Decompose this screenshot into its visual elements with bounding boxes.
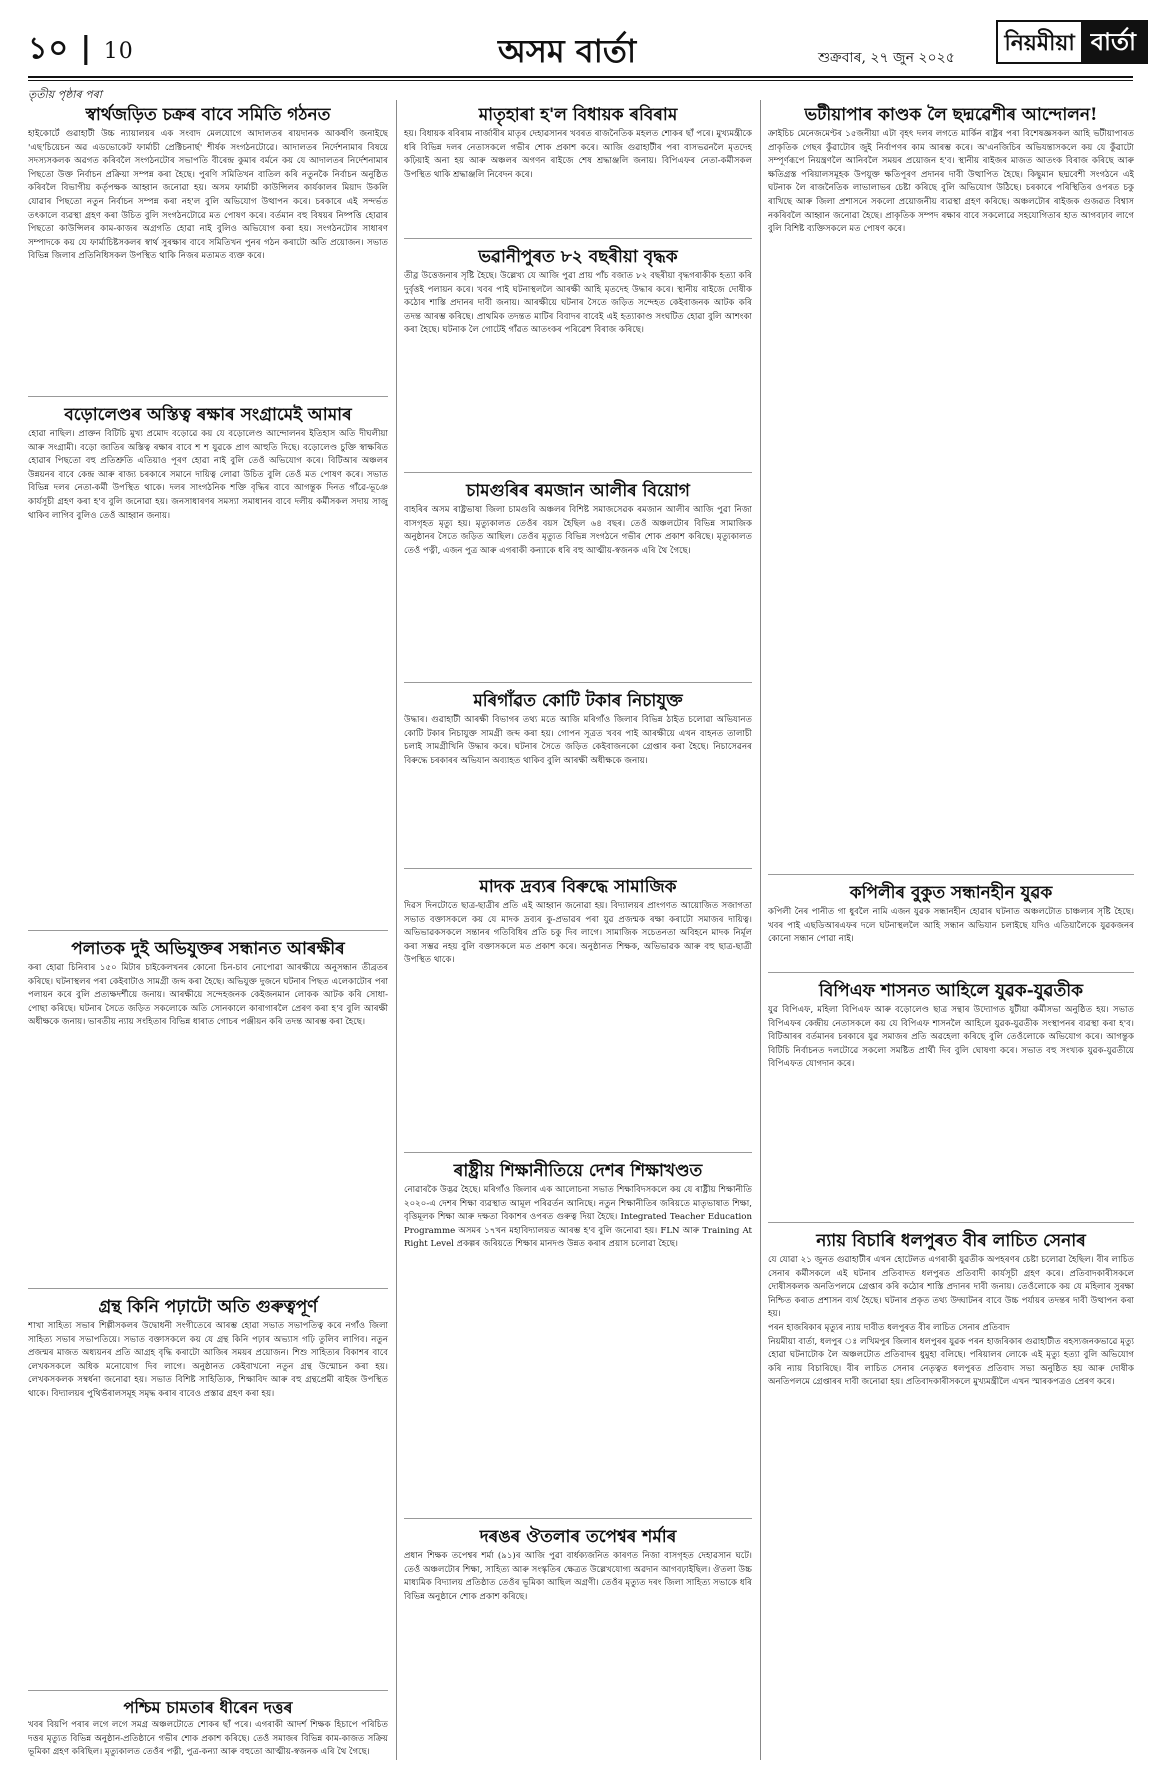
article-body: হোৱা নাছিল। প্ৰাক্তন বিটিচি মুখ্য প্ৰমোদ বড়োৱে কয় যে বড়োলেণ্ড আন্দোলনৰ ইতিহাস অতি দীঘলীয়া আৰু সংগ্ৰামী। বড়ো জাতিৰ অস্তিত্ব ৰক্ষাৰ বাবে শ শ যুৱকে প্ৰাণ আহুতি দিছে। বড়োলেণ্ড চুক্তি স্বাক্ষৰিত হোৱাৰ পিছতো বহু প্ৰতিশ্ৰুতি এতিয়াও পূৰণ হোৱা নাই বুলি তেওঁ অভিযোগ কৰে। বিটিআৰ অঞ্চলৰ উন্নয়নৰ বাবে কেন্দ্ৰ আৰু ৰাজ্য চৰকাৰে সমানে দায়িত্ব লোৱা উচিত বুলি তেওঁ মত পোষণ কৰে। সভাত বিভিন্ন দলৰ নেতা-কৰ্মী উপস্থিত থাকে। দলৰ সাংগঠনিক শক্তি বৃদ্ধিৰ বাবে আগন্তুক দিনত গাঁৱে-ভূঞে কাৰ্যসূচী গ্ৰহণ কৰা হ'ব বুলি জনোৱা হয়। জনসাধাৰণৰ সমস্যা সমাধানৰ বাবে দলীয় কৰ্মীসকল সদায় সাজু থাকিব লাগিব বুলিও তেওঁ আহ্বান জনায়।: [28, 429, 388, 521]
article-body: নোৱাৰকৈ উদ্ভৱ হৈছে। মৰিগাঁও জিলাৰ এক আলোচনা সভাত শিক্ষাবিদসকলে কয় যে ৰাষ্ট্ৰীয় শিক্ষানীতি ২০২০-এ দেশৰ শিক্ষা ব্যৱস্থাত আমূল পৰিৱৰ্তন আনিছে। নতুন শিক্ষানীতিৰ জৰিয়তে মাতৃভাষাত শিক্ষা, বৃত্তিমূলক শিক্ষা আৰু দক্ষতা বিকাশৰ ওপৰত গুৰুত্ব দিয়া হৈছে। Integrated Teacher Education Programme অসমৰ ১৭খন মহাবিদ্যালয়ত আৰম্ভ হ'ব বুলি জনোৱা হয়। FLN আৰু Training At Right Level প্ৰকল্পৰ জৰিয়তে শিক্ষাৰ মানদণ্ড উন্নত কৰাৰ প্ৰয়াস চলোৱা হৈছে।: [404, 1185, 752, 1250]
article-body: কপিলী নৈৰ পানীত গা ধুবলৈ নামি এজন যুৱক সন্ধানহীন হোৱাৰ ঘটনাত অঞ্চলটোত চাঞ্চল্যৰ সৃষ্টি হৈছে। খবৰ পাই এছডিআৰএফৰ দলে ঘটনাস্থললৈ আহি সন্ধান অভিযান চলাইছে যদিও এতিয়ালৈকে যুৱকজনৰ কোনো সন্ধান পোৱা নাই।: [768, 907, 1134, 945]
article-separator: [28, 1690, 388, 1691]
masthead-rule: [28, 76, 1133, 78]
column-divider: [396, 100, 397, 1760]
page-number: ১০ | 10: [28, 31, 134, 66]
article-separator: [28, 396, 388, 397]
article-separator: [404, 1152, 752, 1153]
article-body: খবৰ বিয়পি পৰাৰ লগে লগে সমগ্ৰ অঞ্চলটোতে শোকৰ ছাঁ পৰে। এগৰাকী আদৰ্শ শিক্ষক হিচাপে পৰিচিত দত্তৰ মৃত্যুত বিভিন্ন অনুষ্ঠান-প্ৰতিষ্ঠানে গভীৰ শোক প্ৰকাশ কৰিছে। তেওঁ সমাজৰ বিভিন্ন কাম-কাজত সক্ৰিয় ভূমিকা গ্ৰহণ কৰিছিল। মৃত্যুকালত তেওঁৰ পত্নী, পুত্ৰ-কন্যা আৰু বহুতো আত্মীয়-স্বজনক এৰি থৈ গৈছে।: [28, 1720, 388, 1758]
article-separator: [404, 1518, 752, 1519]
publication-date: শুক্ৰবাৰ, ২৭ জুন ২০২৫: [818, 50, 955, 66]
article-separator: [404, 682, 752, 683]
masthead-rule-thin: [28, 80, 1133, 81]
article-body: তীৱ্ৰ উত্তেজনাৰ সৃষ্টি হৈছে। উল্লেখ্য যে আজি পুৱা প্ৰায় পাঁচ বজাত ৮২ বছৰীয়া বৃদ্ধগৰাকীক হত্যা কৰি দুৰ্বৃত্তই পলায়ন কৰে। খবৰ পাই ঘটনাস্থললৈ আৰক্ষী আহি মৃতদেহ উদ্ধাৰ কৰে। স্থানীয় ৰাইজে দোষীক কঠোৰ শাস্তি প্ৰদানৰ দাবী জনায়। আৰক্ষীয়ে ঘটনাৰ সৈতে জড়িত সন্দেহত কেইবাজনক আটক কৰি তদন্ত আৰম্ভ কৰিছে। প্ৰাথমিক তদন্তত মাটিৰ বিবাদৰ বাবেই এই হত্যাকাণ্ড সংঘটিত হোৱা বুলি আশংকা কৰা হৈছে। ঘটনাক লৈ গোটেই গাঁৱত আতংকৰ পৰিৱেশ বিৰাজ কৰিছে।: [404, 271, 752, 336]
article-separator: [28, 1288, 388, 1289]
article-headline: চামগুৰিৰ ৰমজান আলীৰ বিয়োগ: [466, 481, 690, 501]
article-headline: ৰাষ্ট্ৰীয় শিক্ষানীতিয়ে দেশৰ শিক্ষাখণ্ডত: [453, 1161, 703, 1181]
article-separator: [768, 874, 1134, 875]
article-headline: বড়োলেণ্ডৰ অস্তিত্ব ৰক্ষাৰ সংগ্ৰামেই আমাৰ: [64, 405, 352, 425]
article-headline: কপিলীৰ বুকুত সন্ধানহীন যুৱক: [849, 883, 1053, 903]
masthead: [28, 20, 1148, 70]
article-separator: [768, 1222, 1134, 1223]
article-separator: [28, 930, 388, 931]
article-body: দিৱস দিনটোতে ছাত্ৰ-ছাত্ৰীৰ প্ৰতি এই আহ্বান জনোৱা হয়। বিদ্যালয়ৰ প্ৰাংগণত আয়োজিত সজাগতা সভাত বক্তাসকলে কয় যে মাদক দ্ৰব্যৰ কু-প্ৰভাৱৰ পৰা যুৱ প্ৰজন্মক ৰক্ষা কৰাটো সমাজৰ দায়িত্ব। অভিভাৱকসকলে সন্তানৰ গতিবিধিৰ প্ৰতি চকু দিব লাগে। সামাজিক সচেতনতা অবিহনে মাদক নিৰ্মূল কৰা সম্ভৱ নহয় বুলি বক্তাসকলে মত প্ৰকাশ কৰে। অনুষ্ঠানত শিক্ষক, অভিভাৱক আৰু বহু ছাত্ৰ-ছাত্ৰী উপস্থিত থাকে।: [404, 901, 752, 966]
newspaper-logo: [996, 20, 1148, 64]
logo-right-text: বাৰ্তা: [1081, 22, 1146, 62]
page-number-assamese: ১০: [28, 31, 69, 66]
article-body: শাখা সাহিত্য সভাৰ শিল্পীসকলৰ উদ্বোধনী সংগীতেৰে আৰম্ভ হোৱা সভাত সভাপতিত্ব কৰে নগাঁও জিলা সাহিত্য সভাৰ সভাপতিয়ে। সভাত বক্তাসকলে কয় যে গ্ৰন্থ কিনি পঢ়াৰ অভ্যাস গঢ়ি তুলিব লাগিব। নতুন প্ৰজন্মৰ মাজত অধ্যয়নৰ প্ৰতি আগ্ৰহ বৃদ্ধি কৰাটো আজিৰ সময়ৰ প্ৰয়োজন। শিশু সাহিত্যৰ বিকাশৰ বাবে লেখকসকলে অধিক মনোযোগ দিব লাগে। অনুষ্ঠানত কেইবাখনো নতুন গ্ৰন্থ উন্মোচন কৰা হয়। লেখকসকলক সম্বৰ্ধনা জনোৱা হয়। সভাত বিশিষ্ট সাহিত্যিক, শিক্ষাবিদ আৰু বহু গ্ৰন্থপ্ৰেমী ৰাইজ উপস্থিত থাকে। বিদ্যালয়ৰ পুথিভঁৰালসমূহ সমৃদ্ধ কৰাৰ বাবেও প্ৰস্তাৱ গ্ৰহণ কৰা হয়।: [28, 1321, 388, 1399]
continued-from-label: তৃতীয় পৃষ্ঠাৰ পৰা: [28, 88, 102, 101]
article-headline: ন্যায় বিচাৰি ধলপুৰত বীৰ লাচিত সেনাৰ: [816, 1231, 1086, 1251]
article-body: প্ৰধান শিক্ষক তপেশ্বৰ শৰ্মা (৯১)ৰ আজি পুৱা বাৰ্ধক্যজনিত কাৰণত নিজা বাসগৃহত দেহাৱসান ঘটে। তেওঁ অঞ্চলটোৰ শিক্ষা, সাহিত্য আৰু সংস্কৃতিৰ ক্ষেত্ৰত উল্লেখযোগ্য অৱদান আগবঢ়াইছিল। ঔতলা উচ্চ মাধ্যমিক বিদ্যালয় প্ৰতিষ্ঠাত তেওঁৰ ভূমিকা আছিল অগ্ৰণী। তেওঁৰ মৃত্যুত দৰং জিলা সাহিত্য সভাকে ধৰি বিভিন্ন অনুষ্ঠানে শোক প্ৰকাশ কৰিছে।: [404, 1551, 752, 1602]
paper-title: অসম বাৰ্তা: [498, 32, 637, 70]
article-headline: বিপিএফ শাসনত আহিলে যুৱক-যুৱতীক: [818, 981, 1084, 1001]
article-headline: পশ্চিম চামতাৰ ধীৰেন দত্তৰ: [123, 1698, 293, 1717]
article-headline: দৰঙৰ ঔতলাৰ তপেশ্বৰ শৰ্মাৰ: [479, 1527, 677, 1547]
article-headline: মৰিগাঁৱত কোটি টকাৰ নিচাযুক্ত: [473, 691, 683, 711]
article-body: যুৱ বিপিএফ, মহিলা বিপিএফ আৰু বড়োলেণ্ড ছাত্ৰ সন্থাৰ উদ্যোগত যুটীয়া কৰ্মীসভা অনুষ্ঠিত হয়। সভাত বিপিএফৰ কেন্দ্ৰীয় নেতাসকলে কয় যে বিপিএফ শাসনলৈ আহিলে যুৱক-যুৱতীক সংস্থাপনৰ ব্যৱস্থা কৰা হ'ব। বিটিআৰৰ বৰ্তমানৰ চৰকাৰে যুৱ সমাজৰ প্ৰতি অৱহেলা কৰিছে বুলি তেওঁলোকে অভিযোগ কৰে। আগন্তুক বিটিচি নিৰ্বাচনত দলটোৱে সকলো সমষ্টিত প্ৰাৰ্থী দিব বুলি ঘোষণা কৰে। সভাত বহু সংখ্যক যুৱক-যুৱতীয়ে বিপিএফত যোগদান কৰে।: [768, 1005, 1134, 1070]
article-headline: ভৱানীপুৰত ৮২ বছৰীয়া বৃদ্ধক: [478, 247, 678, 267]
article-body: হয়। বিধায়ক ৰবিৰাম নাৰ্জাৰীৰ মাতৃৰ দেহাৱসানৰ খবৰত ৰাজনৈতিক মহলত শোকৰ ছাঁ পৰে। মুখ্যমন্ত্ৰীকে ধৰি বিভিন্ন দলৰ নেতাসকলে গভীৰ শোক প্ৰকাশ কৰে। আজি গুৱাহাটীৰ পৰা বাসভৱনলৈ মৃতদেহ কঢ়িয়াই অনা হয় আৰু অঞ্চলৰ অগণন ৰাইজে শেষ শ্ৰদ্ধাঞ্জলি জনায়। বিপিএফৰ নেতা-কৰ্মীসকল উপস্থিত থাকি শ্ৰদ্ধাঞ্জলি নিবেদন কৰে।: [404, 129, 752, 180]
article-separator: [404, 238, 752, 239]
column-divider: [760, 100, 761, 1760]
article-headline: মাতৃহাৰা হ'ল বিধায়ক ৰবিৰাম: [478, 105, 678, 125]
article-headline: গ্ৰন্থ কিনি পঢ়াটো অতি গুৰুত্বপূৰ্ণ: [98, 1297, 318, 1317]
page-number-latin: 10: [103, 39, 134, 64]
logo-left-text: নিয়মীয়া: [998, 22, 1080, 62]
article-body: ক্ৰাইচিচ মেনেজমেণ্টৰ ১৫জনীয়া এটা বৃহৎ দলৰ লগতে মাৰ্কিন ৰাষ্ট্ৰৰ পৰা বিশেষজ্ঞসকল আহি ভটীয়াপাৰত প্ৰাকৃতিক গেছৰ কুঁৱাটোৰ জুই নিৰ্বাপণৰ কাম আৰম্ভ কৰে। অ'এনজিচিৰ অভিযন্তাসকলে কয় যে কুঁৱাটো সম্পূৰ্ণৰূপে নিয়ন্ত্ৰণলৈ আনিবলৈ সময়ৰ প্ৰয়োজন হ'ব। স্থানীয় ৰাইজৰ মাজত আতংক বিৰাজ কৰিছে আৰু ক্ষতিগ্ৰস্ত পৰিয়ালসমূহক উপযুক্ত ক্ষতিপূৰণ প্ৰদানৰ দাবী উত্থাপিত হৈছে। কিছুমান ছদ্মবেশী সংগঠনে এই ঘটনাক লৈ ৰাজনৈতিক লাভালাভৰ চেষ্টা কৰিছে বুলি অভিযোগ উঠিছে। চৰকাৰে পৰিস্থিতিৰ ওপৰত চকু ৰাখিছে আৰু জিলা প্ৰশাসনে সকলো প্ৰয়োজনীয় ব্যৱস্থা গ্ৰহণ কৰিছে। অঞ্চলটোৰ ৰাইজক গুজৱত বিশ্বাস নকৰিবলৈ আহ্বান জনোৱা হৈছে। প্ৰাকৃতিক সম্পদ ৰক্ষাৰ বাবে সকলোৱে সহযোগিতাৰ হাত আগবঢ়াব লাগে বুলি বিশিষ্ট ব্যক্তিসকলে মত পোষণ কৰে।: [768, 129, 1134, 235]
article-separator: [404, 868, 752, 869]
article-body: যে যোৱা ২১ জুনত গুৱাহাটীৰ এখন হোটেলত এগৰাকী যুৱতীক অপহৰণৰ চেষ্টা চলোৱা হৈছিল। বীৰ লাচিত সেনাৰ কৰ্মীসকলে এই ঘটনাৰ প্ৰতিবাদত ধলপুৰত প্ৰতিবাদী কাৰ্যসূচী গ্ৰহণ কৰে। প্ৰতিবাদকাৰীসকলে দোষীসকলক অনতিপলমে গ্ৰেপ্তাৰ কৰি কঠোৰ শাস্তি প্ৰদানৰ দাবী জনায়। তেওঁলোকে কয় যে মহিলাৰ সুৰক্ষা নিশ্চিত কৰাত প্ৰশাসন ব্যৰ্থ হৈছে। ঘটনাৰ প্ৰকৃত তথ্য উদ্ঘাটনৰ বাবে উচ্চ পৰ্যায়ৰ তদন্তৰ দাবী উত্থাপন কৰা হয়। পৰন হাজৰিকাৰ মৃত্যুৰ ন্যায় দাবীত ধলপুৰত বীৰ লাচিত সেনাৰ প্ৰতিবাদ নিয়মীয়া বাৰ্তা, ধলপুৰ ঃ লখিমপুৰ জিলাৰ ধলপুৰৰ যুৱক পৰন হাজৰিকাৰ গুৱাহাটীত ৰহস্যজনকভাৱে মৃত্যু হোৱা ঘটনাটোক লৈ অঞ্চলটোত প্ৰতিবাদৰ ধুমুহা বলিছে। পৰিয়ালৰ লোকে এই মৃত্যু হত্যা বুলি অভিযোগ কৰি ন্যায় বিচাৰিছে। বীৰ লাচিত সেনাৰ নেতৃত্বত ধলপুৰত প্ৰতিবাদ সভা অনুষ্ঠিত হয় আৰু দোষীক অনতিপলমে গ্ৰেপ্তাৰৰ দাবী জনোৱা হয়। প্ৰতিবাদকাৰীসকলে মুখ্যমন্ত্ৰীলৈ এখন স্মাৰকপত্ৰও প্ৰেৰণ কৰে।: [768, 1255, 1134, 1388]
article-body: বাহৰিৰ অসম ৰাষ্ট্ৰভাষা জিলা চামগুৰি অঞ্চলৰ বিশিষ্ট সমাজসেৱক ৰমজান আলীৰ আজি পুৱা নিজা বাসগৃহত মৃত্যু হয়। মৃত্যুকালত তেওঁৰ বয়স হৈছিল ৬৪ বছৰ। তেওঁ অঞ্চলটোৰ বিভিন্ন সামাজিক অনুষ্ঠানৰ সৈতে জড়িত আছিল। তেওঁৰ মৃত্যুত বিভিন্ন সংগঠনে গভীৰ শোক প্ৰকাশ কৰিছে। মৃত্যুকালত তেওঁ পত্নী, এজন পুত্ৰ আৰু এগৰাকী কন্যাকে ধৰি বহু আত্মীয়-স্বজনক এৰি থৈ গৈছে।: [404, 505, 752, 556]
article-headline: পলাতক দুই অভিযুক্তৰ সন্ধানত আৰক্ষীৰ: [71, 939, 345, 959]
article-headline: স্বাৰ্থজড়িত চক্ৰৰ বাবে সমিতি গঠনত: [85, 105, 331, 125]
article-body: কৰা হোৱা চিনিবাৰ ১৫০ মিটাৰ চাইকেলখনৰ কোনো চিন-চাব নোপোৱা আৰক্ষীয়ে অনুসন্ধান তীব্ৰতৰ কৰিছে। ঘটনাস্থলৰ পৰা কেইবাটাও সামগ্ৰী জব্দ কৰা হৈছে। অভিযুক্ত দুজনে ঘটনাৰ পিছত এলেকাটোৰ পৰা পলায়ন কৰে বুলি প্ৰত্যক্ষদৰ্শীয়ে জনায়। আৰক্ষীয়ে সন্দেহজনক কেইজনমান লোকক আটক কৰি সোধা-পোছা কৰিছে। ঘটনাৰ সৈতে জড়িত সকলোকে অতি সোনকালে কাৰাগাৰলৈ প্ৰেৰণ কৰা হ'ব বুলি আৰক্ষী অধীক্ষকে জনায়। ভাৰতীয় ন্যায় সংহিতাৰ বিভিন্ন ধাৰাত গোচৰ পঞ্জীয়ন কৰি তদন্ত আৰম্ভ কৰা হৈছে।: [28, 963, 388, 1028]
article-separator: [404, 472, 752, 473]
article-headline: মাদক দ্ৰব্যৰ বিৰুদ্ধে সামাজিক: [479, 877, 677, 897]
article-headline: ভটীয়াপাৰ কাণ্ডক লৈ ছদ্মৱেশীৰ আন্দোলন!: [804, 105, 1098, 125]
article-separator: [768, 972, 1134, 973]
article-body: হাইকোৰ্টে গুৱাহাটী উচ্চ ন্যায়ালয়ৰ এক সংবাদ মেলযোগে আদালতৰ ৰায়দানক আকৰ্ষণি জনাইছে 'এছ'চিয়েচন অৱ এডভোকেট ফাৰ্মাচী প্ৰেক্টিচনাৰ্ছ' শীৰ্ষক সংগঠনটোৱে। আদালতৰ নিৰ্দেশনামাৰ বিষয়ে সদস্যসকলক অৱগত কৰিবলৈ সংগঠনটোৰ সভাপতি বীৰেন্দ্ৰ কুমাৰ বৰ্মনে কয় যে আদালতৰ নিৰ্দেশনামাৰ পিছতো উক্ত নিৰ্বাচন প্ৰক্ৰিয়া সম্পন্ন কৰা হৈছে। পুৰণি সমিতিখন বাতিল কৰি নতুনকৈ নিৰ্বাচন অনুষ্ঠিত কৰিবলৈ বিভাগীয় কৰ্তৃপক্ষক আহ্বান জনোৱা হয়। অসম ফাৰ্মাচী কাউন্সিলৰ কাৰ্যকালৰ মিয়াদ উকলি যোৱাৰ পিছতো নতুন নিৰ্বাচন সম্পন্ন কৰা নহ'ল বুলি অভিযোগ উত্থাপন কৰে। চৰকাৰে এই সন্দৰ্ভত তৎকালে ব্যৱস্থা গ্ৰহণ কৰা উচিত বুলি সংগঠনটোৱে মত পোষণ কৰে। বৰ্তমান বহু বিষয়ৰ নিষ্পত্তি হোৱাৰ পিছতো কাউন্সিলৰ কাম-কাজৰ অগ্ৰগতি হোৱা নাই বুলিও অভিযোগ কৰা হয়। সংগঠনটোৰ সাধাৰণ সম্পাদকে কয় যে ফাৰ্মাচিষ্টসকলৰ স্বাৰ্থ সুৰক্ষাৰ বাবে সমিতিখন পুনৰ গঠন কৰাটো অতি প্ৰয়োজন। সভাত বিভিন্ন জিলাৰ প্ৰতিনিধিসকল উপস্থিত থাকি নিজৰ মতামত ব্যক্ত কৰে।: [28, 129, 388, 262]
article-body: উদ্ধাৰ। গুৱাহাটী আৰক্ষী বিভাগৰ তথ্য মতে আজি মৰিগাঁও জিলাৰ বিভিন্ন ঠাইত চলোৱা অভিযানত কোটি টকাৰ নিচাযুক্ত সামগ্ৰী জব্দ কৰা হয়। গোপন সূত্ৰত খবৰ পাই আৰক্ষীয়ে এখন বাহনত তালাচী চলাই সামগ্ৰীখিনি উদ্ধাৰ কৰে। ঘটনাৰ সৈতে জড়িত কেইবাজনকো গ্ৰেপ্তাৰ কৰা হৈছে। নিচাসেৱনৰ বিৰুদ্ধে চৰকাৰৰ অভিযান অব্যাহত থাকিব বুলি আৰক্ষী অধীক্ষকে জনায়।: [404, 715, 752, 766]
